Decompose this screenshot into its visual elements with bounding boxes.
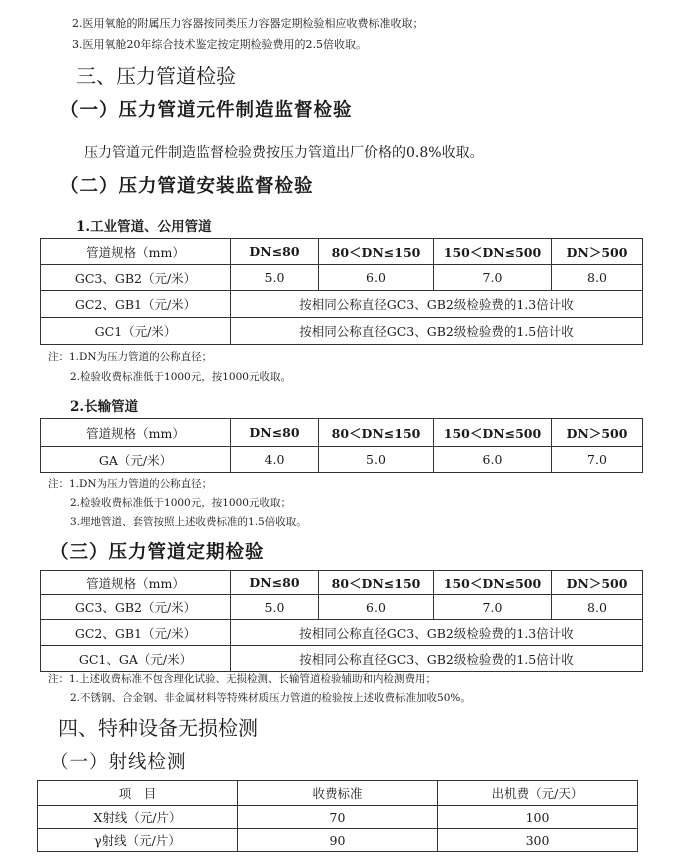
header-cell: DN≤80 [231,571,319,595]
header-cell: 项 目 [38,781,238,806]
table-header-row [41,419,643,447]
table-cell: 按相同公称直径GC3、GB2级检验费的1.5倍计收 [231,646,643,672]
section-3-2-heading: （二）压力管道安装监督检验 [60,176,314,197]
header-cell: 出机费（元/天） [438,781,638,806]
header-cell: 管道规格（mm） [41,419,231,447]
section-3-heading: 三、压力管道检验 [76,64,236,88]
table-2-note-2: 2.检验收费标准低于1000元，按1000元收取； [70,497,291,509]
section-3-3-heading: （三）压力管道定期检验 [50,542,265,563]
table-cell: GC1（元/米） [41,318,231,345]
table-header-row [41,239,643,265]
header-cell: 80＜DN≤150 [319,419,434,447]
table-row [38,806,638,829]
table-cell: γ射线（元/片） [38,829,238,852]
header-cell: 管道规格（mm） [41,571,231,595]
table-cell: GC1、GA（元/米） [41,646,231,672]
table-row [41,318,643,345]
header-cell: 管道规格（mm） [41,239,231,265]
table-row [41,447,643,473]
table-header-row [38,781,638,806]
header-cell: DN＞500 [552,571,643,595]
section-3-1-text: 压力管道元件制造监督检验费按压力管道出厂价格的0.8%收取。 [84,145,484,161]
table-1-note-1: 注：1.DN为压力管道的公称直径； [48,351,213,363]
table-cell: 100 [438,806,638,829]
header-cell: DN＞500 [552,419,643,447]
table-cell: GC3、GB2（元/米） [41,265,231,291]
table-row [41,595,643,620]
section-4-heading: 四、特种设备无损检测 [58,716,258,740]
header-cell: DN≤80 [231,239,319,265]
header-cell: DN≤80 [231,419,319,447]
table-cell: 5.0 [319,447,434,473]
header-cell: 150＜DN≤500 [434,419,552,447]
sub-1-heading: 1.工业管道、公用管道 [76,219,212,235]
header-cell: 80＜DN≤150 [319,239,434,265]
table-2-note-3: 3.埋地管道、套管按照上述收费标准的1.5倍收取。 [70,516,307,528]
table-1-note-2: 2.检验收费标准低于1000元，按1000元收取。 [70,371,291,383]
table-3-note-2: 2.不锈钢、合金钢、非金属材料等特殊材质压力管道的检验按上述收费标准加收50%。 [70,692,471,704]
header-cell: 150＜DN≤500 [434,571,552,595]
radiography-table [37,780,638,852]
table-row [41,291,643,318]
header-cell: 收费标准 [238,781,438,806]
table-cell: 7.0 [434,595,552,620]
table-cell: 90 [238,829,438,852]
table-cell: GC2、GB1（元/米） [41,291,231,318]
industrial-pipe-table [40,238,643,345]
header-cell: 150＜DN≤500 [434,239,552,265]
table-row [41,620,643,646]
table-cell: 7.0 [552,447,643,473]
table-cell: GC2、GB1（元/米） [41,620,231,646]
table-header-row [41,571,643,595]
table-cell: 6.0 [319,595,434,620]
table-row [41,646,643,672]
table-cell: 8.0 [552,595,643,620]
table-cell: X射线（元/片） [38,806,238,829]
table-2-note-1: 注：1.DN为压力管道的公称直径； [48,478,213,490]
header-cell: DN＞500 [552,239,643,265]
table-cell: 5.0 [231,265,319,291]
table-cell: 按相同公称直径GC3、GB2级检验费的1.5倍计收 [231,318,643,345]
table-cell: 按相同公称直径GC3、GB2级检验费的1.3倍计收 [231,620,643,646]
table-cell: GC3、GB2（元/米） [41,595,231,620]
sub-2-heading: 2.长输管道 [70,399,139,415]
periodic-inspection-table [40,570,643,672]
table-cell: 70 [238,806,438,829]
table-cell: 300 [438,829,638,852]
section-3-1-heading: （一）压力管道元件制造监督检验 [60,100,353,121]
long-pipe-table [40,418,643,473]
table-cell: 6.0 [319,265,434,291]
table-row [38,829,638,852]
table-cell: GA（元/米） [41,447,231,473]
top-note-2: 2.医用氧舱的附属压力容器按同类压力容器定期检验相应收费标准收取； [72,17,424,30]
table-cell: 7.0 [434,265,552,291]
table-cell: 按相同公称直径GC3、GB2级检验费的1.3倍计收 [231,291,643,318]
table-3-note-1: 注：1.上述收费标准不包含理化试验、无损检测、长输管道检验辅助和内检测费用； [48,673,437,685]
header-cell: 80＜DN≤150 [319,571,434,595]
top-note-3: 3.医用氧舱20年综合技术鉴定按定期检验费用的2.5倍收取。 [72,38,367,51]
table-cell: 8.0 [552,265,643,291]
table-cell: 6.0 [434,447,552,473]
table-cell: 5.0 [231,595,319,620]
section-4-1-heading: （一）射线检测 [50,752,187,773]
table-row [41,265,643,291]
table-cell: 4.0 [231,447,319,473]
